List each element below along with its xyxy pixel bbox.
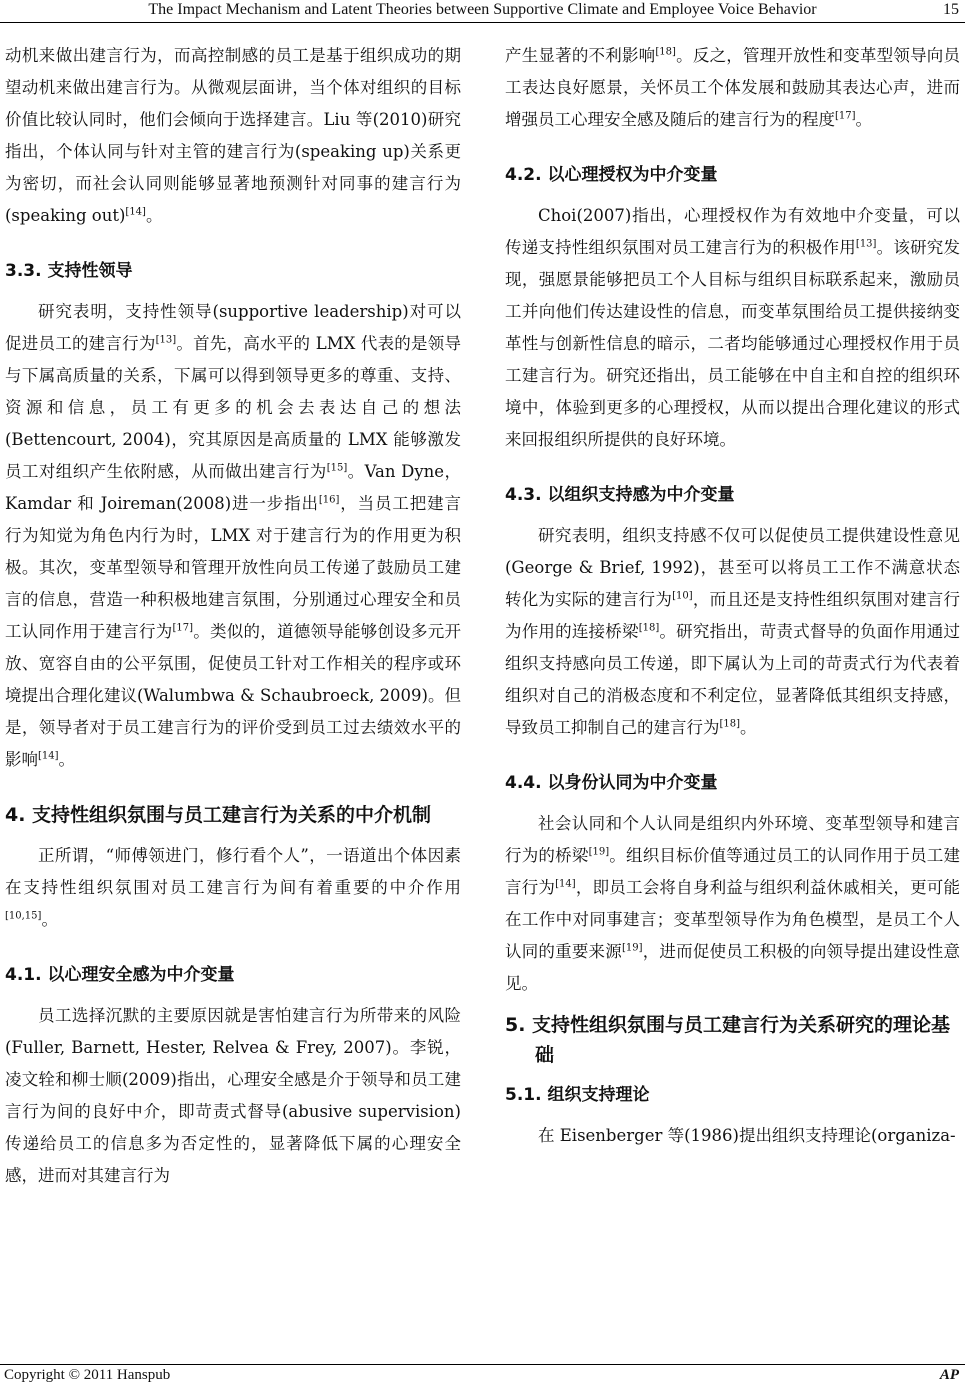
section-heading-4-4: 4.4. 以身份认同为中介变量	[505, 773, 718, 793]
citation: [14]	[38, 750, 59, 762]
section-heading-4-3: 4.3. 以组织支持感为中介变量	[505, 485, 735, 505]
paragraph: 社会认同和个人认同是组织内外环境、变革型领导和建言行为的桥梁[19]。组织目标价值等通过员工的认同作用于员工建言行为[14]，即员工会将自身利益与组织利益休戚相关，更可能在工作中对同事建言；变革型领导作为角色模型，是员工个人认同的重要来源[19]，进而促使员工积极的向领导提出建设性意见。	[505, 814, 961, 993]
page-footer	[0, 1364, 965, 1386]
paragraph: 研究表明，支持性领导(supportive leadership)对可以促进员工的建言行为[13]。首先，高水平的 LMX 代表的是领导与下属高质量的关系，下属可以得到领导更多的尊重、支持、资源和信息，员工有更多的机会去表达自己的想法(Bettencourt, 2004)，究其原因是高质量的 LMX 能够激发员工对组织产生依附感，从而做出建言行为[15]。Van Dyne，Kamdar 和 Joireman(2008)进一步指出[16]，当员工把建言行为知觉为角色内行为时，LMX 对于建言行为的作用更为积极。其次，变革型领导和管理开放性向员工传递了鼓励员工建言的信息，营造一种积极地建言氛围，分别通过心理安全和员工认同作用于建言行为[17]。类似的，道德领导能够创设多元开放、宽容自由的公平氛围，促使员工针对工作相关的程序或环境提出合理化建议(Walumbwa & Schaubroeck, 2009)。但是，领导者对于员工建言行为的评价受到员工过去绩效水平的影响[14]。	[5, 302, 462, 769]
citation: [18]	[638, 622, 660, 634]
journal-abbreviation: AP	[939, 1367, 959, 1383]
section-heading-5: 5. 支持性组织氛围与员工建言行为关系研究的理论基础	[505, 1014, 951, 1066]
section-heading-4: 4. 支持性组织氛围与员工建言行为关系的中介机制	[5, 804, 432, 826]
section-heading-3-3: 3.3. 支持性领导	[5, 261, 133, 281]
section-heading-4-1: 4.1. 以心理安全感为中介变量	[5, 965, 235, 985]
page-number: 15	[943, 1, 959, 18]
citation: [18]	[655, 46, 676, 58]
copyright-notice: Copyright © 2011 Hanspub	[4, 1367, 171, 1383]
section-heading-4-2: 4.2. 以心理授权为中介变量	[505, 165, 718, 185]
citation: [16]	[318, 494, 340, 506]
citation: [14]	[125, 206, 146, 218]
citation: [19]	[588, 846, 610, 858]
citation: [13]	[155, 334, 177, 346]
citation: [10]	[672, 590, 693, 602]
right-column	[505, 40, 960, 1152]
citation: [10,15]	[5, 910, 42, 922]
paragraph: Choi(2007)指出，心理授权作为有效地中介变量，可以传递支持性组织氛围对员工建言行为的积极作用[13]。该研究发现，强愿景能够把员工个人目标与组织目标联系起来，激励员工并向他们传达建设性的信息，而变革氛围给员工提供接纳变革性与创新性信息的暗示，二者均能够通过心理授权作用于员工建言行为。研究还指出，员工能够在中自主和自控的组织环境中，体验到更多的心理授权，从而以提出合理化建议的形式来回报组织所提供的良好环境。	[505, 206, 961, 449]
paragraph: 在 Eisenberger 等(1986)提出组织支持理论(organiza-	[538, 1126, 956, 1145]
citation: [15]	[326, 462, 348, 474]
left-column	[5, 40, 461, 1192]
citation: [17]	[835, 110, 856, 122]
citation: [14]	[555, 878, 576, 890]
citation: [17]	[172, 622, 194, 634]
section-heading-5-1: 5.1. 组织支持理论	[505, 1085, 650, 1105]
paragraph: 正所谓，“师傅领进门，修行看个人”，一语道出个体因素在支持性组织氛围对员工建言行为间有着重要的中介作用[10,15]。	[5, 846, 461, 929]
running-header	[0, 0, 965, 22]
citation: [19]	[621, 942, 643, 954]
paragraph: 产生显著的不利影响[18]。反之，管理开放性和变革型领导向员工表达良好愿景，关怀员工个体发展和鼓励其表达心声，进而增强员工心理安全感及随后的建言行为的程度[17]。	[505, 46, 961, 129]
citation: [18]	[719, 718, 741, 730]
paragraph: 研究表明，组织支持感不仅可以促使员工提供建设性意见(George & Brief, 1992)，甚至可以将员工工作不满意状态转化为实际的建言行为[10]，而且还是支持性组织氛围对建言行为作用的连接桥梁[18]。研究指出，苛责式督导的负面作用通过组织支持感向员工传递，即下属认为上司的苛责式行为代表着组织对自己的消极态度和不利定位，显著降低其组织支持感，导致员工抑制自己的建言行为[18]。	[505, 526, 961, 737]
paragraph: 动机来做出建言行为，而高控制感的员工是基于组织成功的期望动机来做出建言行为。从微观层面讲，当个体对组织的目标价值比较认同时，他们会倾向于选择建言。Liu 等(2010)研究指出，个体认同与针对主管的建言行为(speaking up)关系更为密切，而社会认同则能够显著地预测针对同事的建言行为(speaking out)[14]。	[5, 46, 461, 225]
header-rule	[0, 22, 965, 23]
footer-rule	[0, 1364, 965, 1365]
running-title: The Impact Mechanism and Latent Theories between Supportive Climate and Employee Voice Behavior	[148, 1, 817, 18]
citation: [13]	[855, 238, 877, 250]
paragraph: 员工选择沉默的主要原因就是害怕建言行为所带来的风险(Fuller, Barnett, Hester, Relvea & Frey, 2007)。李锐，凌文辁和柳士顺(2009)指出，心理安全感是介于领导和员工建言行为间的良好中介，即苛责式督导(abusive supervision)传递给员工的信息多为否定性的，显著降低下属的心理安全感，进而对其建言行为	[5, 1006, 461, 1185]
